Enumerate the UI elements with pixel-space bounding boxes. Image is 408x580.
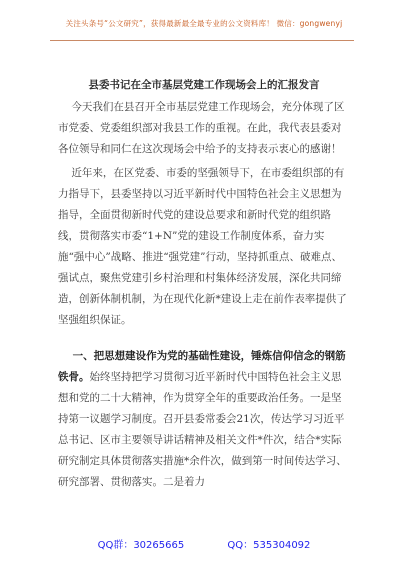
section-one-body: 始终坚持把学习贯彻习近平新时代中国特色社会主义思想和党的二十大精神，作为贯穿全年的重要政治任务。一是坚持第一议题学习制度。召开县委常委会21次，传达学习习近平总书记、区市主要领导讲话精神及相关文件*件次，结合*实际研究制定具体贯彻落实措施*余件次，做到第一时间传达学习、研究部署、贯彻落实。二是着力	[58, 371, 347, 488]
document-title: 县委书记在全市基层党建工作现场会上的汇报发言	[88, 79, 320, 91]
footer-qq-number: QQ：535304092	[227, 540, 311, 551]
header-banner: 关注头条号“公文研究”，获得最新最全最专业的公文资料库！ 微信：gongwenyj	[65, 19, 343, 28]
footer-qq-group: QQ群：30265665	[97, 540, 185, 551]
header-divider	[50, 40, 354, 41]
footer-contact	[0, 536, 408, 551]
section-one-heading: 一、把思想建设作为党的基础性建设，锤炼信仰信念的钢筋铁骨。	[58, 350, 346, 383]
paragraph-background: 近年来，在区党委、市委的坚强领导下，在市委组织部的有力指导下，县委坚持以习近平新时代中国特色社会主义思想为指导，全面贯彻新时代党的建设总要求和新时代党的组织路线，贯彻落实市委“1+N”党的建设工作制度体系，奋力实施“强中心”战略、推进“强党建”行动，坚持抓重点、破难点、强试点，聚焦党建引乡村治理和村集体经济发展，深化共同缔造，创新体制机制，为在现代化新*建设上走在前作表率提供了坚强组织保证。	[58, 167, 347, 326]
paragraph-opening: 今天我们在县召开全市基层党建工作现场会，充分体现了区市党委、党委组织部对我县工作的重视。在此，我代表县委对各位领导和同仁在这次现场会中给予的支持表示衷心的感谢！	[58, 101, 345, 155]
section-one	[58, 346, 348, 493]
